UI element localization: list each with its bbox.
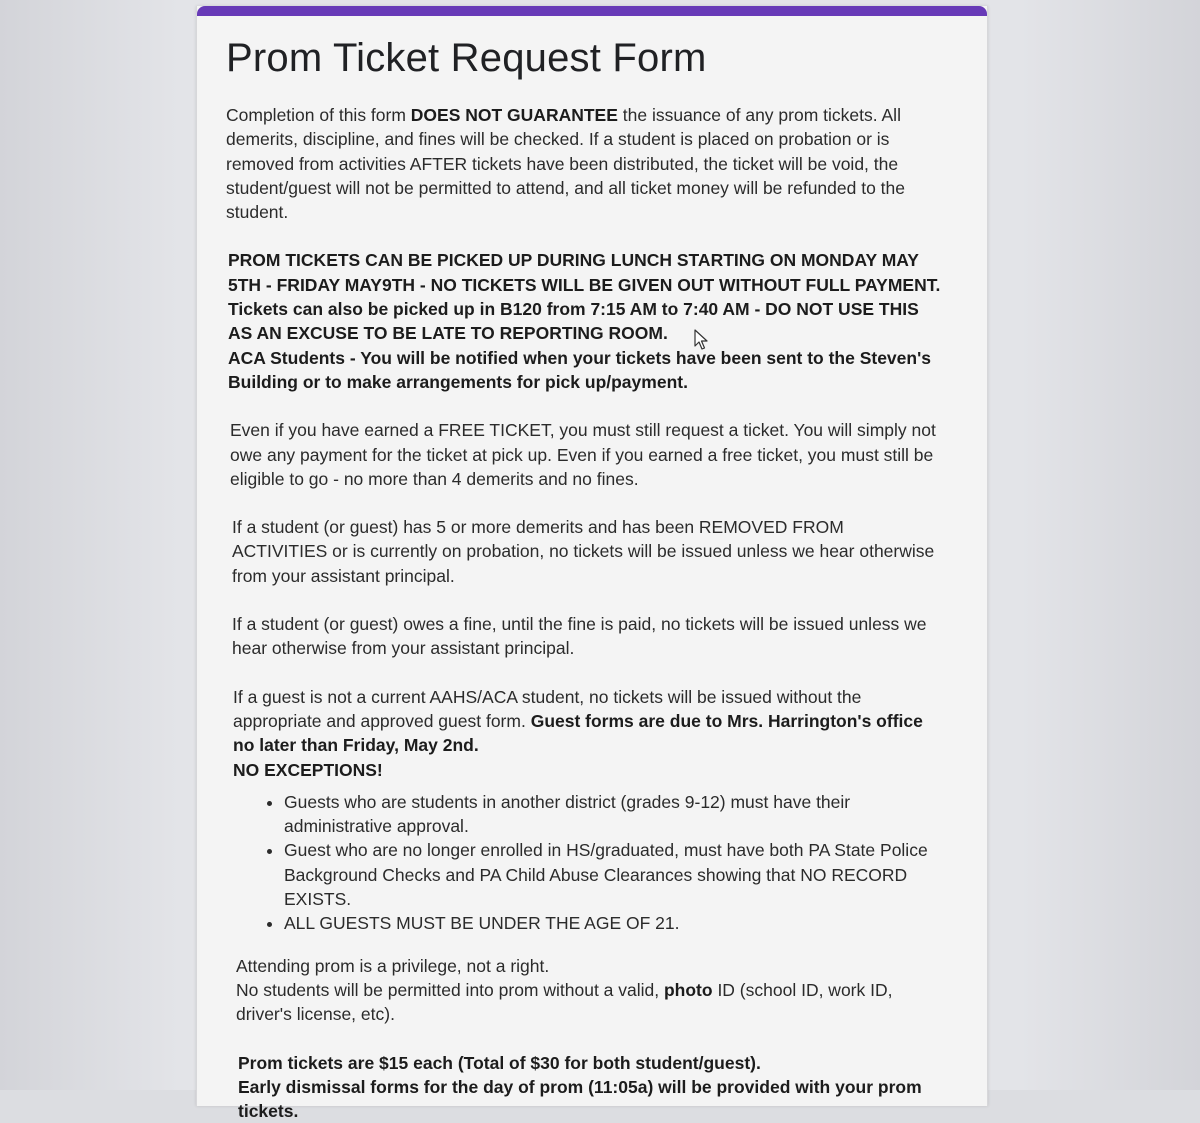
guest-rule-item: • Guests who are students in another district (grades 9-12) must have their administrative approval. bbox=[284, 790, 942, 839]
photo-id-text-1: No students will be permitted into prom without a valid, bbox=[236, 980, 664, 1000]
guest-rules-list bbox=[226, 790, 942, 936]
guest-rule-item: • ALL GUESTS MUST BE UNDER THE AGE OF 21. bbox=[284, 911, 942, 935]
photo-id-text-2: ID (school ID, work ID, driver's license, etc). bbox=[236, 980, 892, 1024]
intro-text-2: the issuance of any prom tickets. All demerits, discipline, and fines will be checked. If a student is placed on probation or is removed from activities AFTER tickets have been distributed, the ticket will be void, the student/guest will not be permitted to attend, and all ticket money will be refunded to the student. bbox=[226, 105, 905, 222]
arrow-cursor-icon bbox=[694, 329, 710, 351]
form-accent-bar bbox=[197, 6, 987, 16]
pickup-paragraph bbox=[226, 248, 942, 394]
early-dismissal-note: Early dismissal forms for the day of prom (11:05a) will be provided with your prom tickets. bbox=[238, 1077, 922, 1121]
guest-text: If a guest is not a current AAHS/ACA student, no tickets will be issued without the appropriate and approved guest form. bbox=[233, 687, 861, 731]
guest-deadline: Guest forms are due to Mrs. Harrington's office no later than Friday, May 2nd. bbox=[233, 711, 923, 755]
privilege-line: Attending prom is a privilege, not a right. bbox=[236, 956, 549, 976]
form-card bbox=[196, 6, 988, 1106]
ticket-price: Prom tickets are $15 each (Total of $30 for both student/guest). bbox=[238, 1053, 761, 1073]
intro-bold: DOES NOT GUARANTEE bbox=[411, 105, 618, 125]
form-title: Prom Ticket Request Form bbox=[226, 36, 706, 81]
intro-text-1: Completion of this form bbox=[226, 105, 411, 125]
free-ticket-paragraph: Even if you have earned a FREE TICKET, you must still request a ticket. You will simply not owe any payment for the ticket at pick up. Even if you earned a free ticket, you must still be eligible to go - no more than 4 demerits and no fines. bbox=[226, 418, 942, 491]
intro-paragraph bbox=[226, 103, 942, 224]
price-paragraph bbox=[226, 1051, 942, 1123]
guest-rule-item: • Guest who are no longer enrolled in HS/graduated, must have both PA State Police Background Checks and PA Child Abuse Clearances showing that NO RECORD EXISTS. bbox=[284, 838, 942, 911]
photo-bold: photo bbox=[664, 980, 713, 1000]
demerits-paragraph: If a student (or guest) has 5 or more demerits and has been REMOVED FROM ACTIVITIES or is currently on probation, no tickets will be issued unless we hear otherwise from your assistant principal. bbox=[226, 515, 942, 588]
aca-notice: ACA Students - You will be notified when your tickets have been sent to the Steven's Building or to make arrangements for pick up/payment. bbox=[228, 348, 931, 392]
pickup-notice: PROM TICKETS CAN BE PICKED UP DURING LUNCH STARTING ON MONDAY MAY 5TH - FRIDAY MAY9TH - NO TICKETS WILL BE GIVEN OUT WITHOUT FULL PAYMENT. Tickets can also be picked up in B120 from 7:15 AM to 7:40 AM - DO NOT USE THIS AS AN EXCUSE TO BE LATE TO REPORTING ROOM. bbox=[228, 250, 940, 343]
privilege-paragraph bbox=[226, 954, 942, 1027]
guest-paragraph bbox=[226, 685, 942, 782]
no-exceptions: NO EXCEPTIONS! bbox=[233, 760, 383, 780]
form-description bbox=[226, 103, 942, 1123]
fines-paragraph: If a student (or guest) owes a fine, until the fine is paid, no tickets will be issued unless we hear otherwise from your assistant principal. bbox=[226, 612, 942, 661]
